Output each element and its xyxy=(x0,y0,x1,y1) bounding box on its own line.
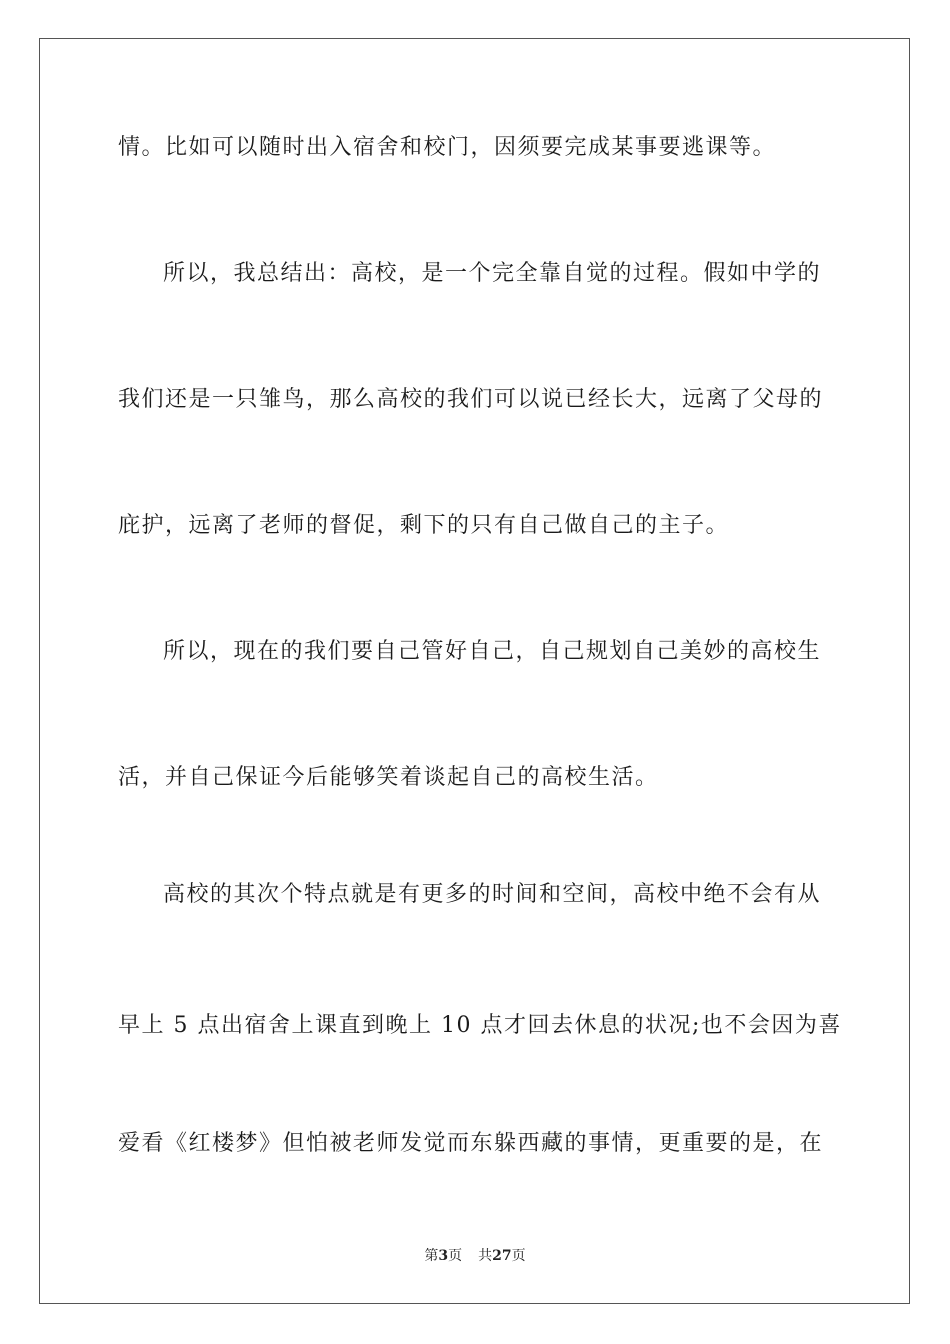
page-footer xyxy=(0,1246,950,1266)
text-line-2: 所以，我总结出：高校，是一个完全靠自觉的过程。假如中学的 xyxy=(163,261,822,286)
total-suffix: 页 xyxy=(511,1248,526,1264)
page-prefix: 第 xyxy=(424,1248,439,1264)
text-line-9: 爱看《红楼梦》但怕被老师发觉而东躲西藏的事情，更重要的是，在 xyxy=(118,1131,824,1156)
text-line-8: 早上 5 点出宿舍上课直到晚上 10 点才回去休息的状况;也不会因为喜 xyxy=(118,1013,842,1038)
page-border xyxy=(39,38,910,1304)
text-line-5: 所以，现在的我们要自己管好自己，自己规划自己美妙的高校生 xyxy=(163,639,822,664)
text-line-1: 情。比如可以随时出入宿舍和校门，因须要完成某事要逃课等。 xyxy=(118,135,777,160)
text-line-4: 庇护，远离了老师的督促，剩下的只有自己做自己的主子。 xyxy=(118,513,730,538)
page-suffix: 页 xyxy=(448,1248,463,1264)
text-line-7: 高校的其次个特点就是有更多的时间和空间，高校中绝不会有从 xyxy=(163,882,822,907)
total-prefix: 共 xyxy=(478,1248,493,1264)
text-line-3: 我们还是一只雏鸟，那么高校的我们可以说已经长大，远离了父母的 xyxy=(118,387,824,412)
text-line-6: 活，并自己保证今后能够笑着谈起自己的高校生活。 xyxy=(118,765,659,790)
total-pages-number: 27 xyxy=(492,1248,512,1264)
current-page-number: 3 xyxy=(438,1248,449,1264)
